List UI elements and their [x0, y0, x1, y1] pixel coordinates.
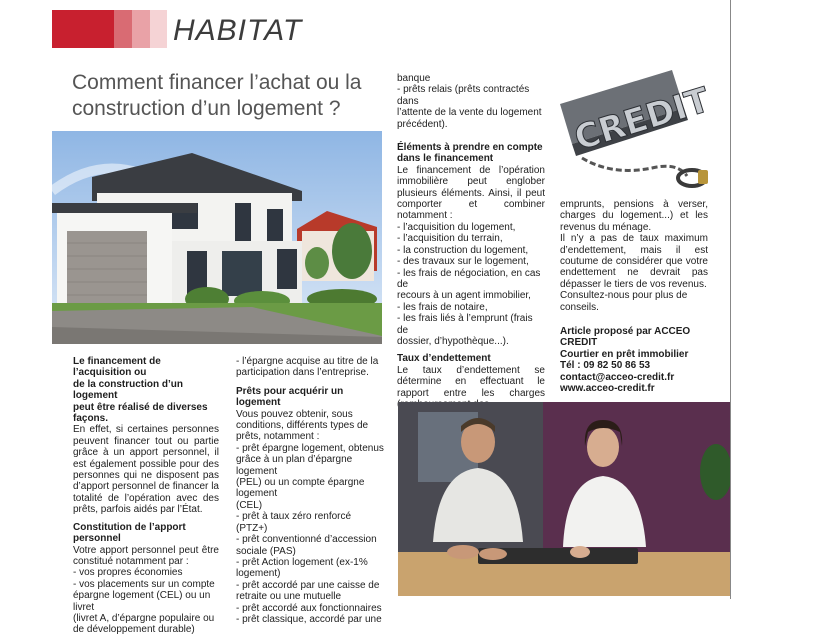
elements-heading-line-2: dans le financement	[397, 153, 494, 165]
article-headline	[72, 70, 382, 122]
prets-list-item: (PEL) ou un compte épargne logement	[236, 477, 365, 500]
team-photo-illustration	[398, 402, 730, 596]
lead-paragraph-line-2: de la construction d’un logement	[73, 378, 184, 402]
prets-list-item: - prêt épargne logement, obtenus	[236, 442, 384, 454]
house-photo	[52, 131, 382, 344]
elements-paragraph: Le financement de l’opération immobilière peut englober plusieurs éléments. Ainsi, il peut comporter et combiner notamment :	[397, 164, 545, 222]
contact-email: contact@acceo-credit.fr	[560, 371, 675, 383]
apport-list-item: - vos placements sur un compte	[73, 578, 215, 590]
text-line: participation dans l’entreprise.	[236, 367, 369, 379]
article-column-1	[73, 356, 219, 636]
article-column-4	[560, 199, 708, 395]
credit-chain-image	[552, 58, 712, 188]
text-line: - l’épargne acquise au titre de la	[236, 356, 379, 367]
text-line: précédent).	[397, 118, 448, 130]
house-illustration	[52, 131, 382, 344]
elements-heading-line-1: Éléments à prendre en compte	[397, 142, 543, 154]
elements-list-item: - la construction du logement,	[397, 244, 529, 256]
elements-list-item: - les frais de notaire,	[397, 301, 488, 313]
prets-list-item: - prêt accordé par une caisse de	[236, 579, 380, 591]
credit-illustration	[552, 58, 712, 188]
lead-paragraph-line-1: Le financement de l’acquisition ou	[73, 356, 161, 379]
signature-line-2: Courtier en prêt immobilier	[560, 348, 689, 360]
article-column-2	[236, 356, 384, 625]
prets-list-item: - prêt classique, accordé par une	[236, 613, 382, 625]
website: www.acceo-credit.fr	[560, 383, 655, 395]
prets-heading: Prêts pour acquérir un logement	[236, 385, 344, 409]
advice-paragraph: Il n’y a pas de taux maximum d’endettement, mais il est coutume de considérer que votre endettement ne devrait pas dépasser le tiers de vos revenus.	[560, 233, 708, 290]
prets-list-item: - prêt conventionné d’accession	[236, 534, 377, 546]
ratio-paragraph: emprunts, pensions à verser, charges du logement...) et les revenus du ménage.	[560, 199, 708, 233]
phone-number: Tél : 09 82 50 86 53	[560, 360, 651, 372]
prets-list-item: (CEL)	[236, 499, 263, 511]
elements-list-item: - l’acquisition du logement,	[397, 221, 516, 233]
prets-list-item: grâce à un plan d’épargne logement	[236, 454, 353, 477]
taux-heading: Taux d’endettement	[397, 353, 491, 365]
signature-line-1: Article proposé par ACCEO CREDIT	[560, 326, 691, 349]
page-edge-rule	[730, 0, 731, 599]
prets-list-item: logement)	[236, 568, 281, 580]
prets-paragraph: Vous pouvez obtenir, sous conditions, différents types de prêts, notamment :	[236, 408, 369, 443]
header-color-tabs	[52, 10, 167, 48]
credit-sign-text: CREDIT	[569, 80, 712, 159]
apport-paragraph: Votre apport personnel peut être constitué notamment par :	[73, 544, 219, 567]
prets-list-item: - prêt accordé aux fonctionnaires	[236, 602, 382, 614]
text-line: banque	[397, 73, 431, 84]
header-tab-light	[150, 10, 167, 48]
elements-list-item: - les frais de négociation, en cas de	[397, 267, 541, 290]
section-title: HABITAT	[173, 14, 303, 47]
headline-line-1: Comment financer l’achat ou la	[72, 71, 362, 94]
prets-list-item: sociale (PAS)	[236, 545, 296, 557]
header-tab-rose	[114, 10, 132, 48]
elements-list-item: - des travaux sur le logement,	[397, 256, 529, 268]
headline-line-2: construction d’un logement ?	[72, 97, 341, 120]
header-tab-pink	[132, 10, 150, 48]
team-photo	[398, 402, 730, 596]
prets-list-item: retraite ou une mutuelle	[236, 591, 342, 603]
apport-list-item: (livret A, d’épargne populaire ou	[73, 612, 215, 624]
elements-list-item: - les frais liés à l’emprunt (frais de	[397, 313, 533, 336]
taux-paragraph: Le taux d’endettement se détermine en effectuant le rapport entre les charges	[397, 364, 545, 399]
apport-heading: Constitution de l’apport personnel	[73, 521, 186, 545]
text-line: l’attente de la vente du logement	[397, 107, 542, 119]
article-column-3	[397, 73, 545, 410]
elements-list-item: recours à un agent immobilier,	[397, 290, 531, 302]
lead-paragraph-line-3: peut être réalisé de diverses façons.	[73, 401, 208, 425]
header-tab-red	[52, 10, 114, 48]
elements-list-item: - l’acquisition du terrain,	[397, 233, 503, 245]
apport-list-item: - vos propres économies	[73, 567, 183, 579]
text-line: - prêts relais (prêts contractés dans	[397, 84, 530, 107]
consult-line: Consultez-nous pour plus de conseils.	[560, 290, 688, 313]
prets-list-item: - prêt Action logement (ex-1%	[236, 556, 368, 568]
apport-list-item: épargne logement (CEL) ou un livret	[73, 590, 211, 613]
elements-list-item: dossier, d’hypothèque...).	[397, 335, 509, 347]
prets-list-item: - prêt à taux zéro renforcé (PTZ+)	[236, 511, 352, 534]
apport-list-item: de développement durable)	[73, 624, 195, 636]
intro-paragraph: En effet, si certaines personnes peuvent financer tout ou partie grâce à un apport personnel, il est également possible pour des personnes qui ne disposent pas d’apport personnel de financer la totalité de l’opération avec des prêts, parfois aidés par l’État.	[73, 424, 219, 516]
